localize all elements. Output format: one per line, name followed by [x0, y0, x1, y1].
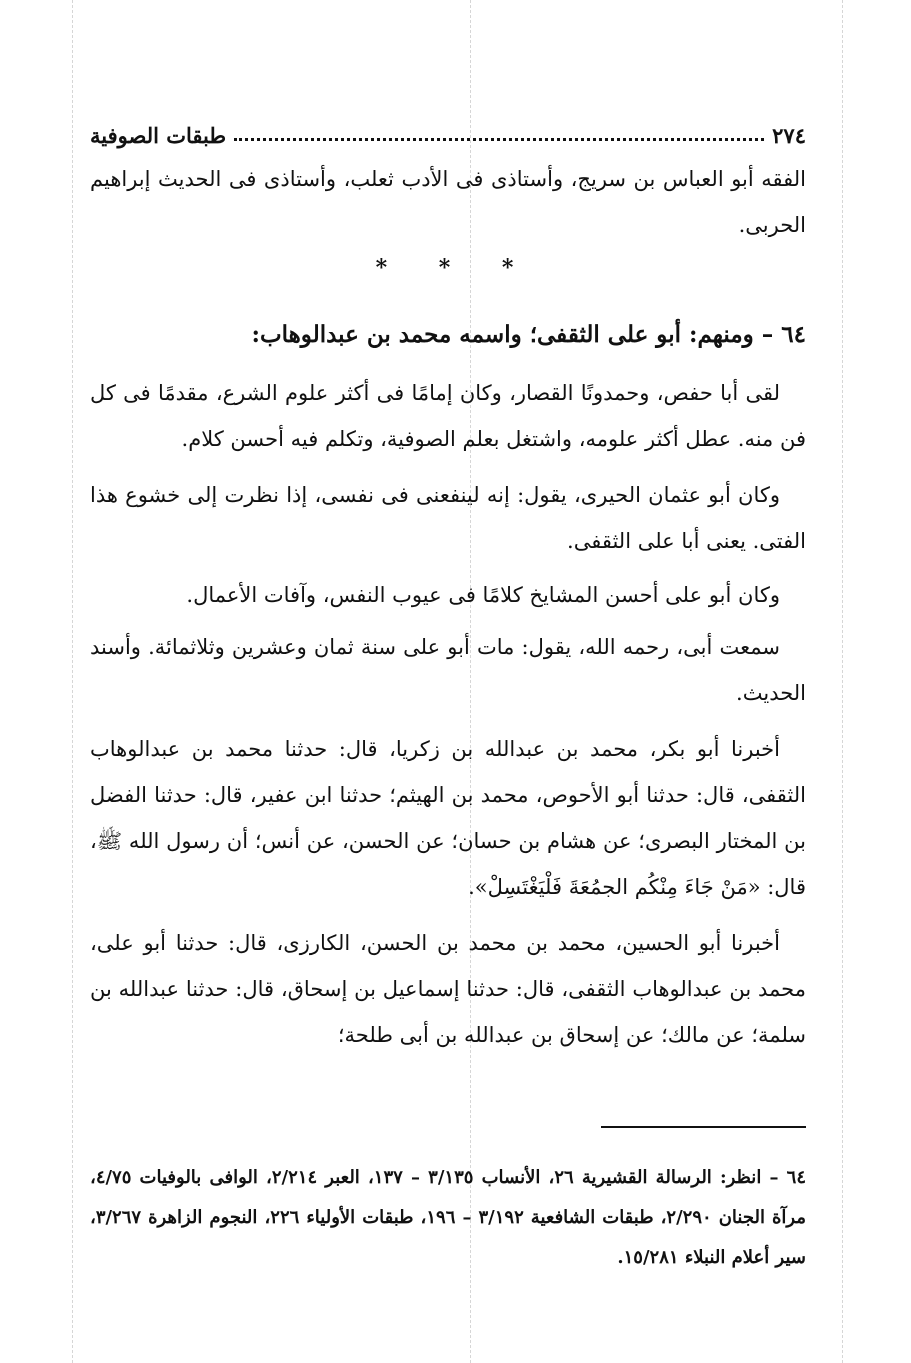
section-separator: * * *: [375, 255, 536, 281]
scan-line: [72, 0, 73, 1363]
running-title: طبقات الصوفية: [90, 123, 227, 148]
section-heading: ٦٤ – ومنهم: أبو على الثقفى؛ واسمه محمد بن عبدالوهاب:: [251, 321, 806, 348]
paragraph: وكان أبو عثمان الحيرى، يقول: إنه لينفعنى فى نفسى، إذا نظرت إلى خشوع هذا الفتى. يعنى أبا على الثقفى.: [90, 483, 806, 553]
footnote-text: ٦٤ – انظر: الرسالة القشيرية ٢٦، الأنساب ٣/١٣٥ – ١٣٧، العبر ٢/٢١٤، الوافى بالوفيات ٤/٧٥، مرآة الجنان ٢/٢٩٠، طبقات الشافعية ٣/١٩٢ – ١٩٦، طبقات الأولياء ٢٢٦، النجوم الزاهرة ٣/٢٦٧، سير أعلام النبلاء ١٥/٢٨١.: [90, 1167, 807, 1268]
page-header: [90, 112, 806, 148]
opening-paragraph: الفقه أبو العباس بن سريج، وأستاذى فى الأدب ثعلب، وأستاذى فى الحديث إبراهيم الحربى.: [90, 167, 806, 237]
page-number: ٢٧٤: [772, 123, 806, 148]
footnote-rule: [601, 1126, 806, 1128]
paragraph: سمعت أبى، رحمه الله، يقول: مات أبو على سنة ثمان وعشرين وثلاثمائة. وأسند الحديث.: [90, 635, 806, 705]
paragraph: لقى أبا حفص، وحمدونًا القصار، وكان إمامًا فى أكثر علوم الشرع، مقدمًا فى كل فن منه. عطل أكثر علومه، واشتغل بعلم الصوفية، وتكلم فيه أحسن كلام.: [90, 381, 806, 451]
opening-text: [90, 156, 806, 248]
paragraph: وكان أبو على أحسن المشايخ كلامًا فى عيوب النفس، وآفات الأعمال.: [186, 583, 780, 607]
hadith-chain-paragraph: أخبرنا أبو بكر، محمد بن عبدالله بن زكريا، قال: حدثنا محمد بن عبدالوهاب الثقفى، قال: حدثنا أبو الأحوص، محمد بن الهيثم؛ حدثنا ابن عفير، قال: حدثنا الفضل بن المختار البصرى؛ عن هشام بن حسان؛ عن الحسن، عن أنس؛ أن رسول الله ﷺ، قال: «مَنْ جَاءَ مِنْكُم الجمُعَةَ فَلْيَغْتَسِلْ».: [90, 737, 806, 899]
footnotes: [90, 1140, 806, 1296]
scan-line: [842, 0, 843, 1363]
hadith-chain-paragraph: أخبرنا أبو الحسين، محمد بن محمد بن الحسن، الكارزى، قال: حدثنا أبو على، محمد بن عبدالوهاب الثقفى، قال: حدثنا إسماعيل بن إسحاق، قال: حدثنا عبدالله بن سلمة؛ عن مالك؛ عن إسحاق بن عبدالله بن أبى طلحة؛: [90, 931, 806, 1047]
biography-section: [90, 312, 806, 1058]
header-leader-dots: [234, 138, 764, 141]
